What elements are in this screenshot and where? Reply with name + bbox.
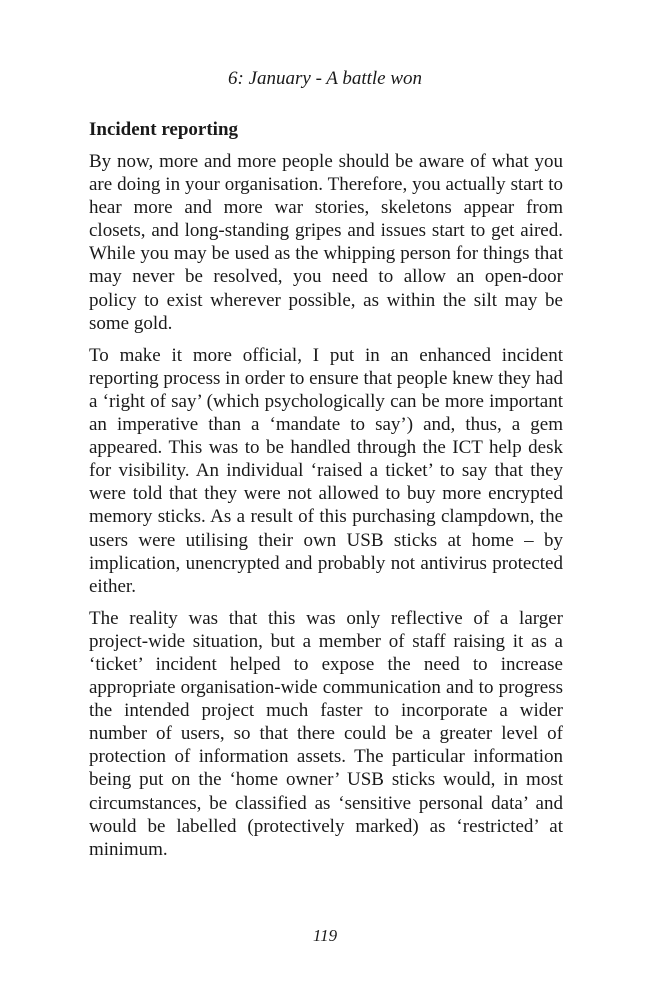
page-body (89, 118, 563, 870)
body-paragraph: The reality was that this was only reflective of a larger project-wide situation, but a member of staff raising it as a ‘ticket’ incident helped to expose the need to increase appropriate organisation-wide communication and to progress the intended project much faster to incorporate a wider number of users, so that there could be a greater level of protection of information assets. The particular information being put on the ‘home owner’ USB sticks would, in most circumstances, be classified as ‘sensitive personal data’ and would be labelled (protectively marked) as ‘restricted’ at minimum. (89, 607, 563, 860)
page-number: 119 (312, 926, 338, 945)
body-paragraph: To make it more official, I put in an enhanced incident reporting process in order to ensure that people knew they had a ‘right of say’ (which psychologically can be more important an imperative than a ‘mandate to say’) and, thus, a gem appeared. This was to be handled through the ICT help desk for visibility. An individual ‘raised a ticket’ to say that they were told that they were not allowed to buy more encrypted memory sticks. As a result of this purchasing clampdown, the users were utilising their own USB sticks at home – by implication, unencrypted and probably not antivirus protected either. (89, 344, 563, 597)
section-heading: Incident reporting (89, 119, 239, 140)
body-paragraph: By now, more and more people should be aware of what you are doing in your organisation. Therefore, you actually start to hear more and more war stories, skeletons appear from closets, and long-standing gripes and issues start to get aired. While you may be used as the whipping person for things that may never be resolved, you need to allow an open-door policy to exist wherever possible, as within the silt may be some gold. (89, 151, 563, 334)
running-header: 6: January - A battle won (227, 68, 423, 89)
